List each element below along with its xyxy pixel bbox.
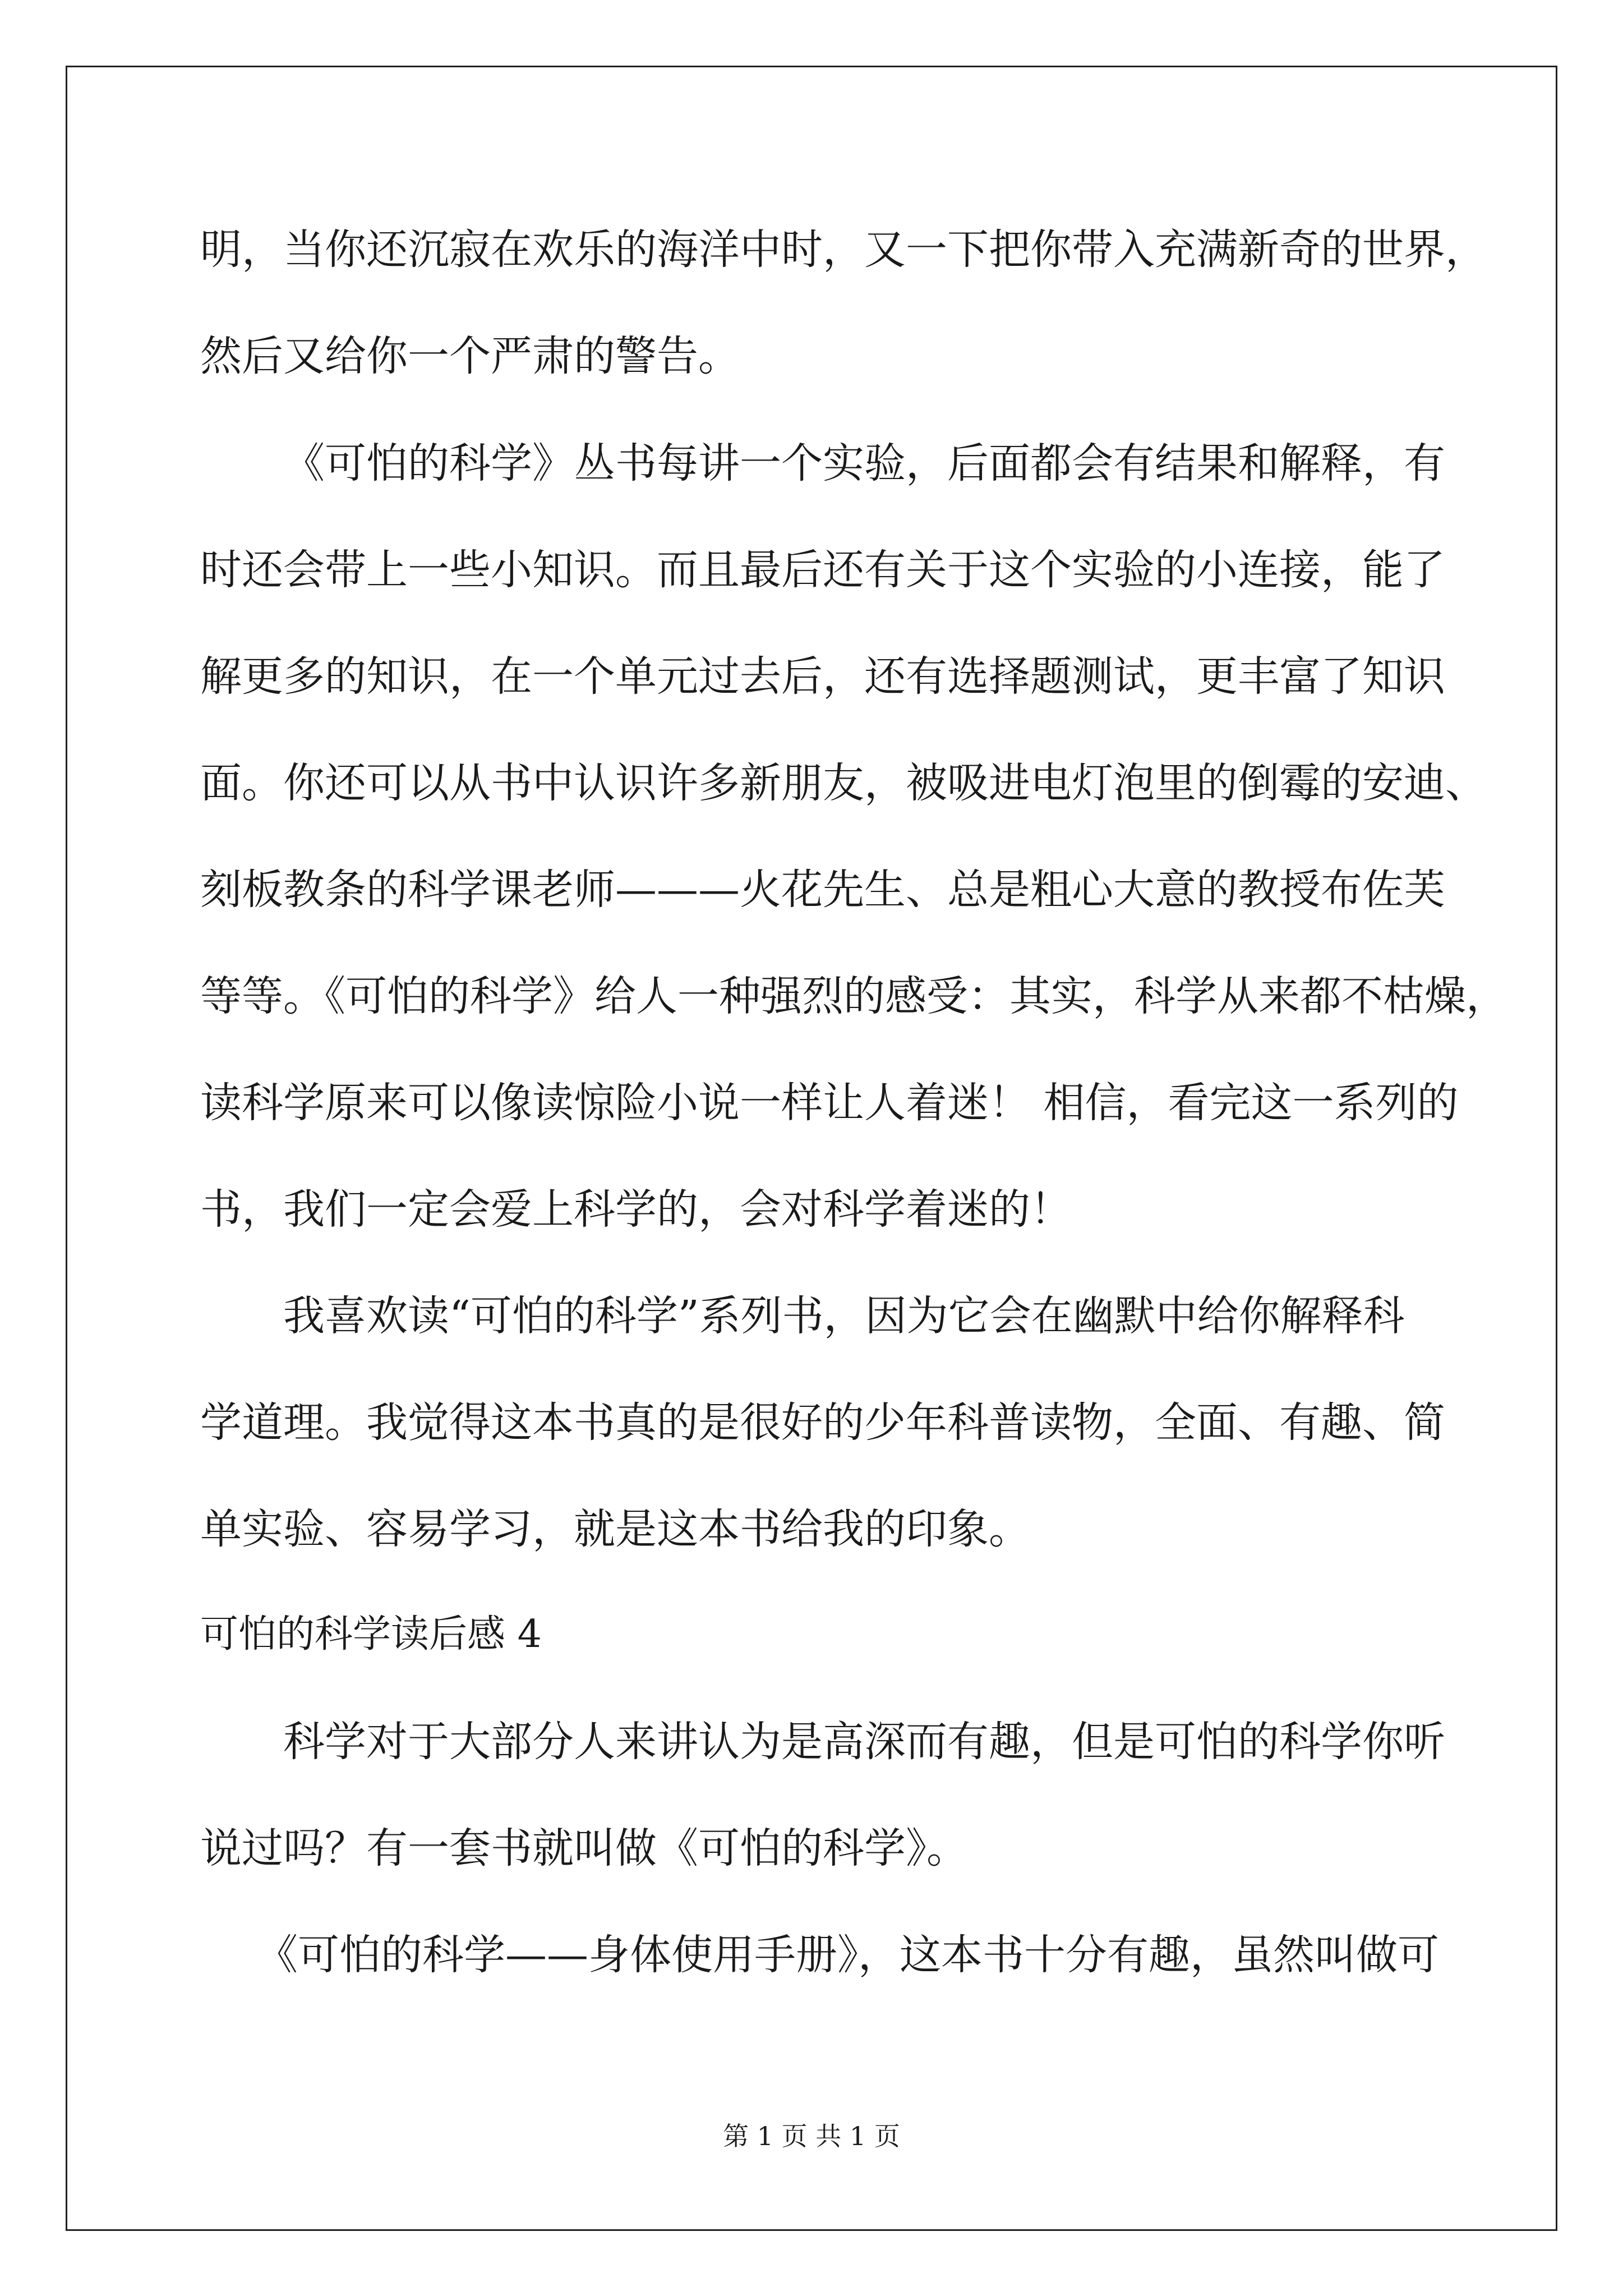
text-line: 面。你还可以从书中认识许多新朋友，被吸进电灯泡里的倒霉的安迪、 [200, 759, 1487, 807]
text-line: 解更多的知识，在一个单元过去后，还有选择题测试，更丰富了知识 [200, 652, 1445, 701]
text-line: 书，我们一定会爱上科学的，会对科学着迷的！ [200, 1185, 1072, 1234]
text-line: 我喜欢读“可怕的科学”系列书，因为它会在幽默中给你解释科 [283, 1292, 1405, 1340]
text-line: 刻板教条的科学课老师———火花先生、总是粗心大意的教授布佐芙 [200, 866, 1445, 914]
text-line: 读科学原来可以像读惊险小说一样让人着迷！ 相信，看完这一系列的 [200, 1079, 1459, 1127]
text-line: 《可怕的科学——身体使用手册》，这本书十分有趣，虽然叫做可 [256, 1931, 1439, 1979]
text-line: 科学对于大部分人来讲认为是高深而有趣，但是可怕的科学你听 [283, 1718, 1445, 1766]
text-line: 学道理。我觉得这本书真的是很好的少年科普读物，全面、有趣、简 [200, 1398, 1445, 1447]
page-border [66, 66, 1557, 2231]
text-line: 明，当你还沉寂在欢乐的海洋中时，又一下把你带入充满新奇的世界， [200, 226, 1487, 274]
text-line: 等等。《可怕的科学》给人一种强烈的感受：其实，科学从来都不枯燥， [200, 972, 1507, 1020]
text-line: 说过吗？有一套书就叫做《可怕的科学》。 [200, 1824, 968, 1872]
text-line: 单实验、容易学习，就是这本书给我的印象。 [200, 1505, 1030, 1553]
text-line: 时还会带上一些小知识。而且最后还有关于这个实验的小连接，能了 [200, 546, 1445, 594]
text-line: 《可怕的科学》丛书每讲一个实验，后面都会有结果和解释，有 [283, 439, 1445, 487]
text-line: 然后又给你一个严肃的警告。 [200, 332, 740, 380]
section-heading: 可怕的科学读后感 4 [200, 1612, 542, 1657]
page-footer: 第 1 页 共 1 页 [723, 2121, 900, 2151]
